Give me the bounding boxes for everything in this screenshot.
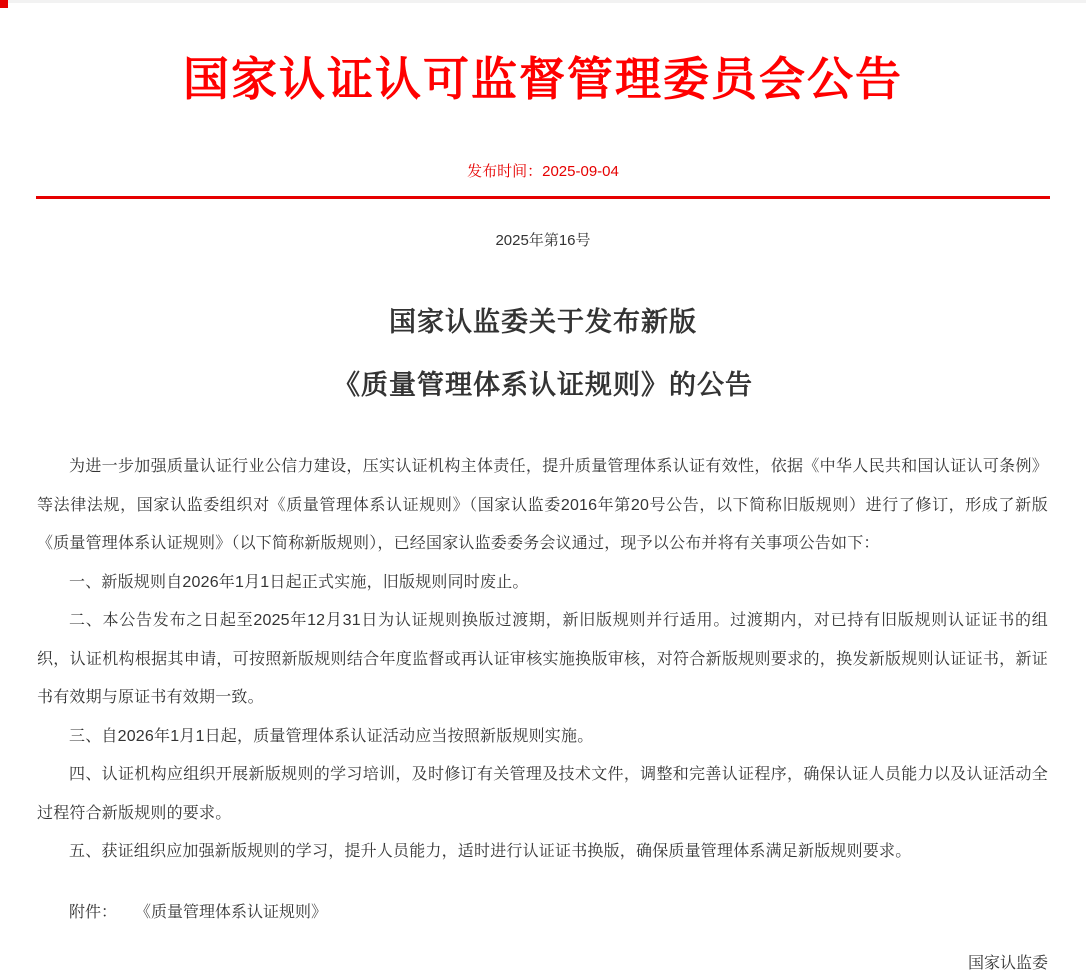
body-paragraph: 二、本公告发布之日起至2025年12月31日为认证规则换版过渡期，新旧版规则并行适用。过渡期内，对已持有旧版规则认证证书的组织，认证机构根据其申请，可按照新版规则结合年度监督或再认证审核实施换版审核，对符合新版规则要求的，换发新版规则认证证书，新证书有效期与原证书有效期一致。 <box>37 612 1048 707</box>
announcement-heading-line2: 《质量管理体系认证规则》的公告 <box>333 370 753 401</box>
announcement-heading-line1: 国家认监委关于发布新版 <box>389 307 697 338</box>
body-paragraph: 五、获证组织应加强新版规则的学习，提升人员能力，适时进行认证证书换版，确保质量管理体系满足新版规则要求。 <box>69 843 912 861</box>
attachment-line <box>37 894 1048 933</box>
attachment-link[interactable]: 《质量管理体系认证规则》 <box>143 903 328 921</box>
red-divider-rule <box>36 196 1050 199</box>
body-paragraph: 为进一步加强质量认证行业公信力建设，压实认证机构主体责任，提升质量管理体系认证有效性，依据《中华人民共和国认证认可条例》等法律法规，国家认监委组织对《质量管理体系认证规则》（国家认监委2016年第20号公告，以下简称旧版规则）进行了修订，形成了新版《质量管理体系认证规则》（以下简称新版规则），已经国家认监委委务会议通过，现予以公布并将有关事项公告如下： <box>37 458 1048 553</box>
top-edge-strip <box>0 0 1086 3</box>
publish-time: 发布时间：2025-09-04 <box>467 163 619 181</box>
attachment-label: 附件： <box>69 903 118 921</box>
announcement-body <box>37 448 1048 872</box>
body-paragraph: 三、自2026年1月1日起，质量管理体系认证活动应当按照新版规则实施。 <box>69 727 594 745</box>
page-title: 国家认证认可监督管理委员会公告 <box>183 53 903 105</box>
body-paragraph: 四、认证机构应组织开展新版规则的学习培训，及时修订有关管理及技术文件，调整和完善认证程序，确保认证人员能力以及认证活动全过程符合新版规则的要求。 <box>37 766 1048 822</box>
body-paragraph: 一、新版规则自2026年1月1日起正式实施，旧版规则同时废止。 <box>69 573 529 591</box>
document-number: 2025年第16号 <box>495 232 591 250</box>
issuer-signature: 国家认监委 <box>967 955 1048 973</box>
top-left-red-marker <box>0 0 8 8</box>
